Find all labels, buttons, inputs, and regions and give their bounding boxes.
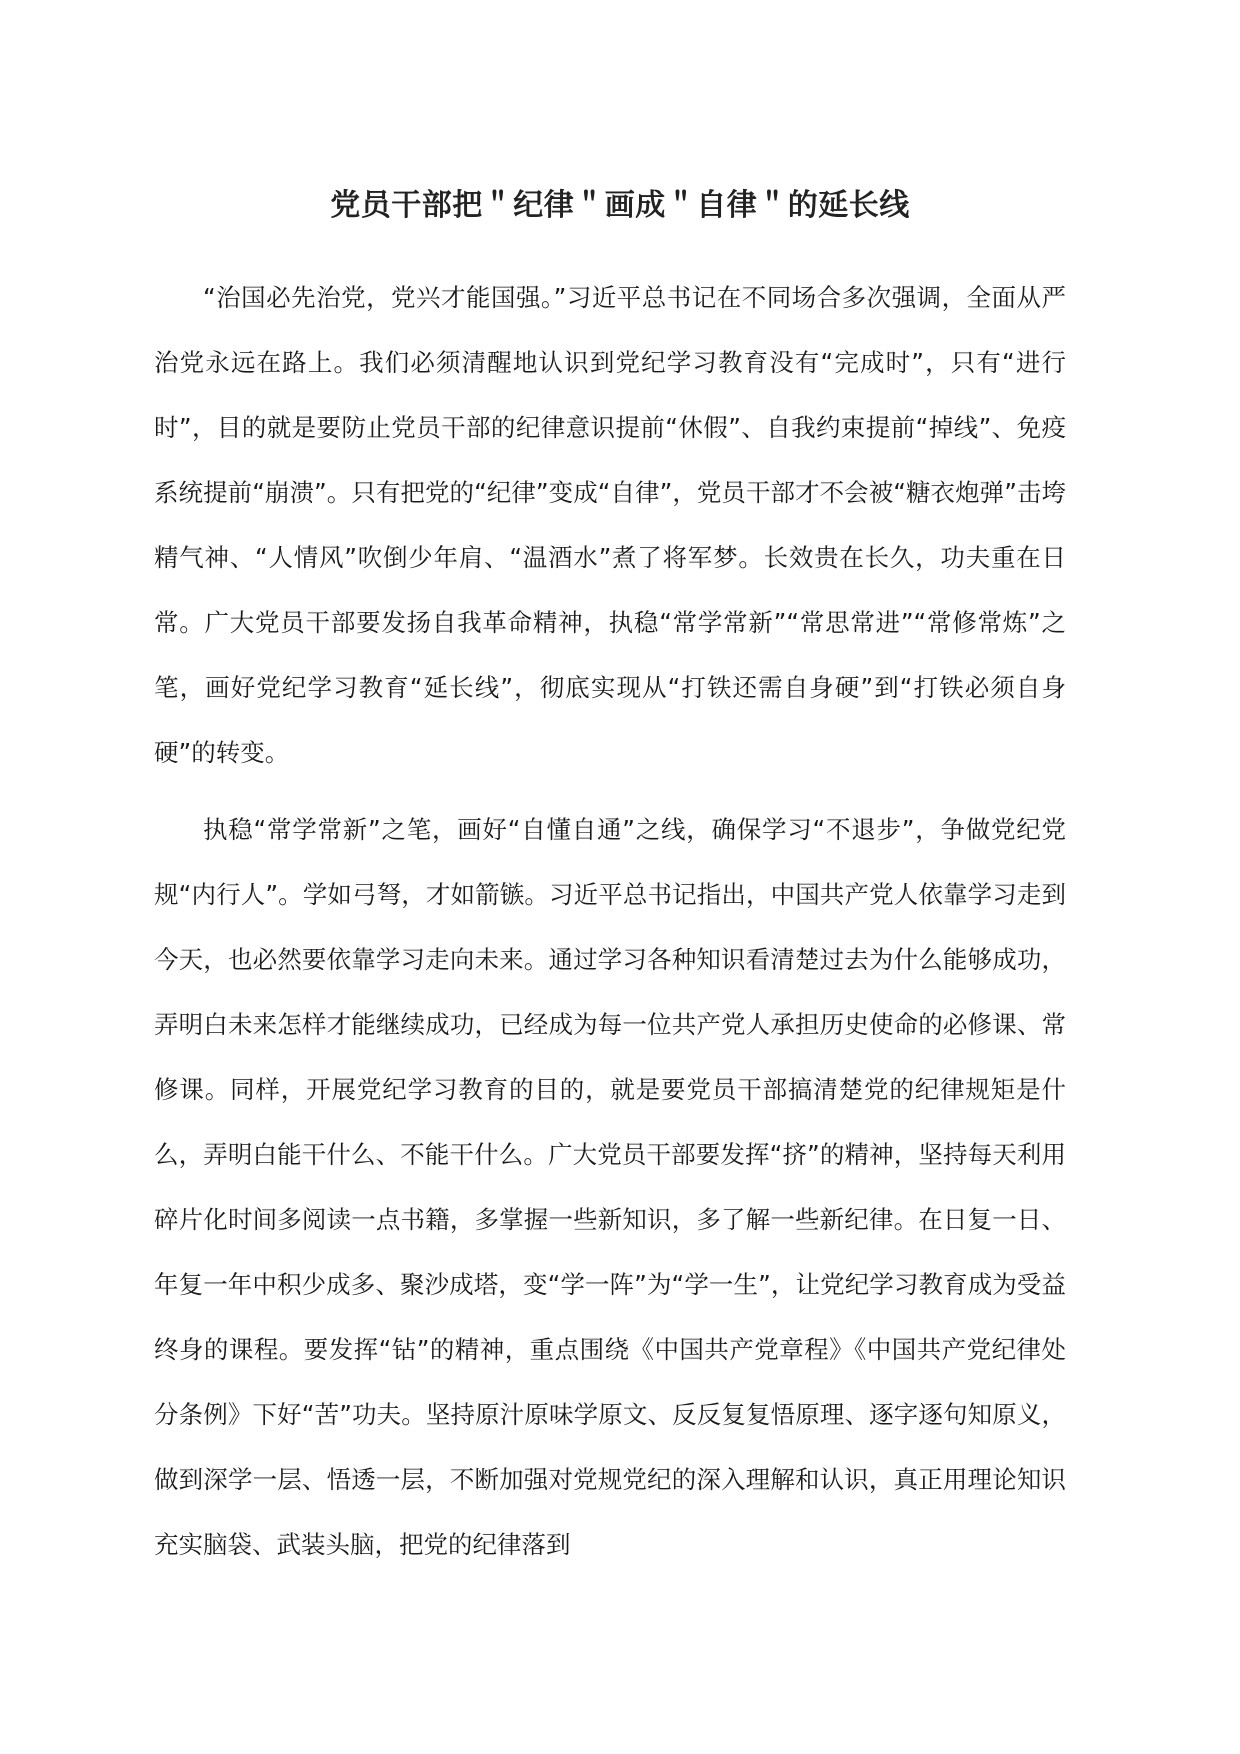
body-paragraph-1: “治国必先治党，党兴才能国强。”习近平总书记在不同场合多次强调，全面从严治党永远在路上。我们必须清醒地认识到党纪学习教育没有“完成时”，只有“进行时”，目的就是要防止党员干部的纪律意识提前“休假”、自我约束提前“掉线”、免疫系统提前“崩溃”。只有把党的“纪律”变成“自律”，党员干部才不会被“糖衣炮弹”击垮精气神、“人情风”吹倒少年肩、“温酒水”煮了将军梦。长效贵在长久，功夫重在日常。广大党员干部要发扬自我革命精神，执稳“常学常新”“常思常进”“常修常炼”之笔，画好党纪学习教育“延长线”，彻底实现从“打铁还需自身硬”到“打铁必须自身硬”的转变。 (154, 283, 1066, 767)
body-paragraph-2: 执稳“常学常新”之笔，画好“自懂自通”之线，确保学习“不退步”，争做党纪党规“内行人”。学如弓弩，才如箭镞。习近平总书记指出，中国共产党人依靠学习走到今天，也必然要依靠学习走向未来。通过学习各种知识看清楚过去为什么能够成功，弄明白未来怎样才能继续成功，已经成为每一位共产党人承担历史使命的必修课、常修课。同样，开展党纪学习教育的目的，就是要党员干部搞清楚党的纪律规矩是什么，弄明白能干什么、不能干什么。广大党员干部要发挥“挤”的精神，坚持每天利用碎片化时间多阅读一点书籍，多掌握一些新知识，多了解一些新纪律。在日复一日、年复一年中积少成多、聚沙成塔，变“学一阵”为“学一生”，让党纪学习教育成为受益终身的课程。要发挥“钻”的精神，重点围绕《中国共产党章程》《中国共产党纪律处分条例》下好“苦”功夫。坚持原汁原味学原文、反反复复悟原理、逐字逐句知原义，做到深学一层、悟透一层，不断加强对党规党纪的深入理解和认识，真正用理论知识充实脑袋、武装头脑，把党的纪律落到 (154, 815, 1066, 1559)
document-title: 党员干部把＂纪律＂画成＂自律＂的延长线 (330, 188, 910, 223)
